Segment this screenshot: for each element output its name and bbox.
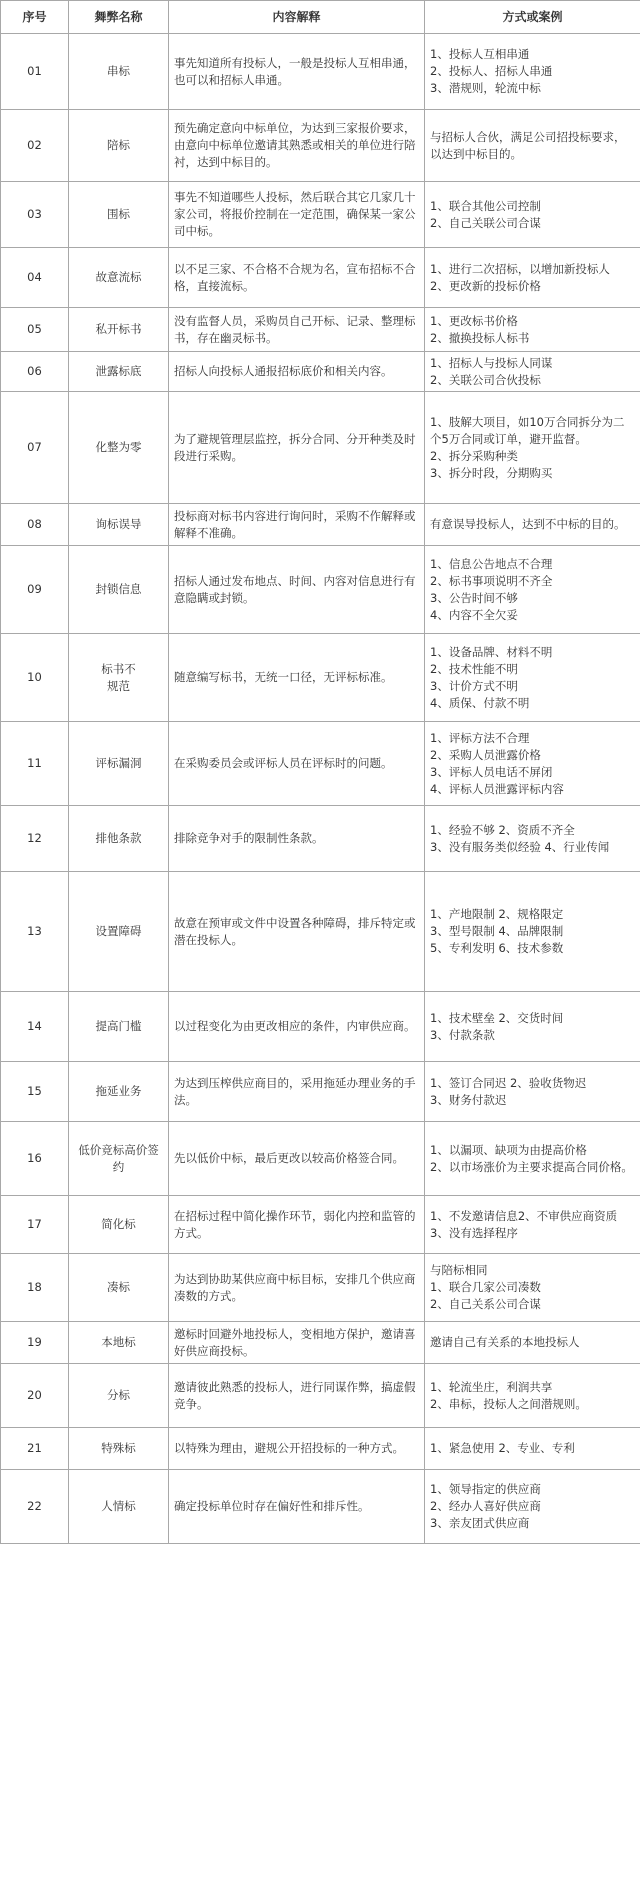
table-row	[1, 352, 640, 392]
method-line: 邀请自己有关系的本地投标人	[430, 1335, 580, 1349]
method-line: 1、技术壁垒 2、交货时间	[430, 1010, 564, 1025]
method-line: 2、撤换投标人标书	[430, 330, 530, 345]
table-row	[1, 1470, 640, 1544]
method-line: 1、以漏项、缺项为由提高价格	[430, 1142, 587, 1157]
row-number: 13	[1, 872, 69, 992]
fraud-name: 排他条款	[69, 806, 169, 872]
fraud-methods	[425, 182, 640, 248]
fraud-name: 询标误导	[69, 504, 169, 546]
fraud-methods	[425, 1122, 640, 1196]
method-line: 3、型号限制 4、品牌限制	[430, 924, 564, 938]
fraud-explanation: 故意在预审或文件中设置各种障碍，排斥特定或潜在投标人。	[169, 872, 425, 992]
table-row	[1, 1254, 640, 1322]
fraud-explanation: 在采购委员会或评标人员在评标时的问题。	[169, 722, 425, 806]
fraud-name: 封锁信息	[69, 546, 169, 634]
fraud-methods	[425, 1196, 640, 1254]
header-methods: 方式或案例	[425, 1, 640, 34]
table-row	[1, 1196, 640, 1254]
table-row	[1, 1122, 640, 1196]
fraud-name: 低价竞标高价签约	[69, 1122, 169, 1196]
fraud-name: 特殊标	[69, 1428, 169, 1470]
method-line: 3、潜规则，轮流中标	[430, 81, 541, 95]
row-number: 14	[1, 992, 69, 1062]
fraud-explanation: 事先知道所有投标人，一般是投标人互相串通，也可以和招标人串通。	[169, 34, 425, 110]
method-line: 2、标书事项说明不齐全	[430, 573, 553, 588]
method-line: 4、质保、付款不明	[430, 695, 530, 710]
fraud-name: 串标	[69, 34, 169, 110]
header-explanation: 内容解释	[169, 1, 425, 34]
table-row	[1, 634, 640, 722]
method-line: 1、联合其他公司控制	[430, 198, 541, 213]
row-number: 07	[1, 392, 69, 504]
method-line: 2、采购人员泄露价格	[430, 747, 541, 762]
method-line: 1、领导指定的供应商	[430, 1482, 541, 1496]
method-line: 2、技术性能不明	[430, 661, 518, 676]
fraud-explanation: 没有监督人员，采购员自己开标、记录、整理标书，存在幽灵标书。	[169, 308, 425, 352]
row-number: 04	[1, 248, 69, 308]
fraud-methods	[425, 872, 640, 992]
fraud-methods	[425, 1428, 640, 1470]
method-line: 1、招标人与投标人同谋	[430, 355, 553, 370]
fraud-methods	[425, 504, 640, 546]
fraud-explanation: 随意编写标书，无统一口径，无评标标准。	[169, 634, 425, 722]
row-number: 10	[1, 634, 69, 722]
table-row	[1, 992, 640, 1062]
fraud-name: 设置障碍	[69, 872, 169, 992]
method-line: 3、拆分时段，分期购买	[430, 465, 553, 480]
method-line: 1、更改标书价格	[430, 313, 518, 328]
fraud-explanation: 事先不知道哪些人投标，然后联合其它几家几十家公司，将报价控制在一定范围，确保某一家公司中标。	[169, 182, 425, 248]
table-header-row	[1, 1, 640, 34]
method-line: 1、签订合同迟 2、验收货物迟	[430, 1075, 587, 1090]
fraud-name: 陪标	[69, 110, 169, 182]
fraud-explanation: 为了避规管理层监控，拆分合同、分开种类及时段进行采购。	[169, 392, 425, 504]
fraud-explanation: 以过程变化为由更改相应的条件，内审供应商。	[169, 992, 425, 1062]
method-line: 1、投标人互相串通	[430, 47, 530, 61]
method-line: 5、专利发明 6、技术参数	[430, 941, 564, 955]
fraud-methods	[425, 546, 640, 634]
row-number: 20	[1, 1364, 69, 1428]
fraud-name: 泄露标底	[69, 352, 169, 392]
method-line: 1、产地限制 2、规格限定	[430, 907, 564, 921]
row-number: 15	[1, 1062, 69, 1122]
fraud-name: 故意流标	[69, 248, 169, 308]
method-line: 与陪标相同	[430, 1263, 488, 1277]
row-number: 01	[1, 34, 69, 110]
row-number: 18	[1, 1254, 69, 1322]
method-line: 1、紧急使用 2、专业、专利	[430, 1441, 575, 1455]
fraud-explanation: 先以低价中标，最后更改以较高价格签合同。	[169, 1122, 425, 1196]
method-line: 2、自己关系公司合谋	[430, 1297, 541, 1311]
row-number: 06	[1, 352, 69, 392]
table-row	[1, 1428, 640, 1470]
fraud-name: 凑标	[69, 1254, 169, 1322]
table-row	[1, 1062, 640, 1122]
fraud-explanation: 招标人向投标人通报招标底价和相关内容。	[169, 352, 425, 392]
method-line: 3、评标人员电话不屏闭	[430, 764, 553, 779]
row-number: 16	[1, 1122, 69, 1196]
row-number: 21	[1, 1428, 69, 1470]
row-number: 22	[1, 1470, 69, 1544]
row-number: 17	[1, 1196, 69, 1254]
method-line: 2、自己关联公司合谋	[430, 215, 541, 230]
method-line: 2、串标，投标人之间潜规则。	[430, 1396, 587, 1411]
fraud-methods	[425, 992, 640, 1062]
table-row	[1, 248, 640, 308]
fraud-name: 围标	[69, 182, 169, 248]
method-line: 1、肢解大项目，如10万合同拆分为二个5万合同或订单，避开监督。	[430, 414, 625, 446]
method-line: 1、设备品牌、材料不明	[430, 644, 553, 659]
table-row	[1, 182, 640, 248]
fraud-explanation: 排除竞争对手的限制性条款。	[169, 806, 425, 872]
method-line: 3、计价方式不明	[430, 678, 518, 693]
fraud-explanation: 在招标过程中简化操作环节，弱化内控和监管的方式。	[169, 1196, 425, 1254]
row-number: 11	[1, 722, 69, 806]
fraud-methods	[425, 1322, 640, 1364]
method-line: 3、没有服务类似经验 4、行业传闻	[430, 839, 610, 854]
method-line: 2、拆分采购种类	[430, 448, 518, 463]
method-line: 2、以市场涨价为主要求提高合同价格。	[430, 1159, 633, 1174]
method-line: 2、更改新的投标价格	[430, 278, 541, 293]
fraud-methods	[425, 352, 640, 392]
fraud-explanation: 邀标时回避外地投标人，变相地方保护，邀请喜好供应商投标。	[169, 1322, 425, 1364]
method-line: 3、亲友团式供应商	[430, 1516, 530, 1530]
method-line: 1、评标方法不合理	[430, 730, 530, 745]
row-number: 12	[1, 806, 69, 872]
fraud-name: 本地标	[69, 1322, 169, 1364]
method-line: 1、联合几家公司凑数	[430, 1280, 541, 1294]
method-line: 1、不发邀请信息2、不审供应商资质 3、没有选择程序	[430, 1208, 618, 1240]
method-line: 3、财务付款迟	[430, 1092, 507, 1107]
fraud-methods	[425, 248, 640, 308]
row-number: 08	[1, 504, 69, 546]
method-line: 2、经办人喜好供应商	[430, 1499, 541, 1513]
method-line: 4、内容不全欠妥	[430, 607, 518, 622]
fraud-methods	[425, 722, 640, 806]
table-row	[1, 546, 640, 634]
fraud-methods	[425, 392, 640, 504]
row-number: 09	[1, 546, 69, 634]
table-body	[1, 34, 640, 1544]
method-line: 有意误导投标人，达到不中标的目的。	[430, 517, 626, 531]
fraud-methods	[425, 1364, 640, 1428]
fraud-name: 评标漏洞	[69, 722, 169, 806]
row-number: 19	[1, 1322, 69, 1364]
method-line: 1、轮流坐庄，利润共享	[430, 1379, 553, 1394]
table-row	[1, 722, 640, 806]
header-fraud-name: 舞弊名称	[69, 1, 169, 34]
fraud-methods	[425, 110, 640, 182]
fraud-explanation: 以不足三家、不合格不合规为名，宣布招标不合格，直接流标。	[169, 248, 425, 308]
table-row	[1, 308, 640, 352]
fraud-methods	[425, 1254, 640, 1322]
fraud-name: 分标	[69, 1364, 169, 1428]
method-line: 2、投标人、招标人串通	[430, 64, 553, 78]
fraud-methods	[425, 1470, 640, 1544]
table-row	[1, 392, 640, 504]
fraud-name: 标书不 规范	[69, 634, 169, 722]
table-row	[1, 1322, 640, 1364]
fraud-explanation: 预先确定意向中标单位，为达到三家报价要求，由意向中标单位邀请其熟悉或相关的单位进行陪衬，达到中标目的。	[169, 110, 425, 182]
fraud-name: 化整为零	[69, 392, 169, 504]
table-row	[1, 872, 640, 992]
fraud-methods	[425, 634, 640, 722]
table-row	[1, 504, 640, 546]
row-number: 05	[1, 308, 69, 352]
method-line: 2、关联公司合伙投标	[430, 372, 541, 387]
table-row	[1, 1364, 640, 1428]
fraud-explanation: 邀请彼此熟悉的投标人，进行同谋作弊，搞虚假竞争。	[169, 1364, 425, 1428]
fraud-explanation: 以特殊为理由，避规公开招投标的一种方式。	[169, 1428, 425, 1470]
method-line: 1、经验不够 2、资质不齐全	[430, 822, 575, 837]
fraud-explanation: 确定投标单位时存在偏好性和排斥性。	[169, 1470, 425, 1544]
table-row	[1, 110, 640, 182]
fraud-explanation: 招标人通过发布地点、时间、内容对信息进行有意隐瞒或封锁。	[169, 546, 425, 634]
fraud-name: 提高门槛	[69, 992, 169, 1062]
fraud-name: 私开标书	[69, 308, 169, 352]
fraud-explanation: 为达到协助某供应商中标目标，安排几个供应商凑数的方式。	[169, 1254, 425, 1322]
fraud-name: 简化标	[69, 1196, 169, 1254]
method-line: 1、信息公告地点不合理	[430, 556, 553, 571]
method-line: 1、进行二次招标，以增加新投标人	[430, 261, 610, 276]
fraud-explanation: 为达到压榨供应商目的，采用拖延办理业务的手法。	[169, 1062, 425, 1122]
method-line: 3、公告时间不够	[430, 590, 518, 605]
row-number: 03	[1, 182, 69, 248]
row-number: 02	[1, 110, 69, 182]
table-row	[1, 34, 640, 110]
method-line: 3、付款条款	[430, 1027, 495, 1042]
fraud-methods	[425, 308, 640, 352]
fraud-methods	[425, 1062, 640, 1122]
fraud-name: 人情标	[69, 1470, 169, 1544]
fraud-methods	[425, 34, 640, 110]
fraud-methods	[425, 806, 640, 872]
fraud-name: 拖延业务	[69, 1062, 169, 1122]
method-line: 4、评标人员泄露评标内容	[430, 781, 564, 796]
header-number: 序号	[1, 1, 69, 34]
table-row	[1, 806, 640, 872]
fraud-explanation: 投标商对标书内容进行询问时，采购不作解释或解释不准确。	[169, 504, 425, 546]
method-line: 与招标人合伙，满足公司招投标要求，以达到中标目的。	[430, 129, 626, 161]
